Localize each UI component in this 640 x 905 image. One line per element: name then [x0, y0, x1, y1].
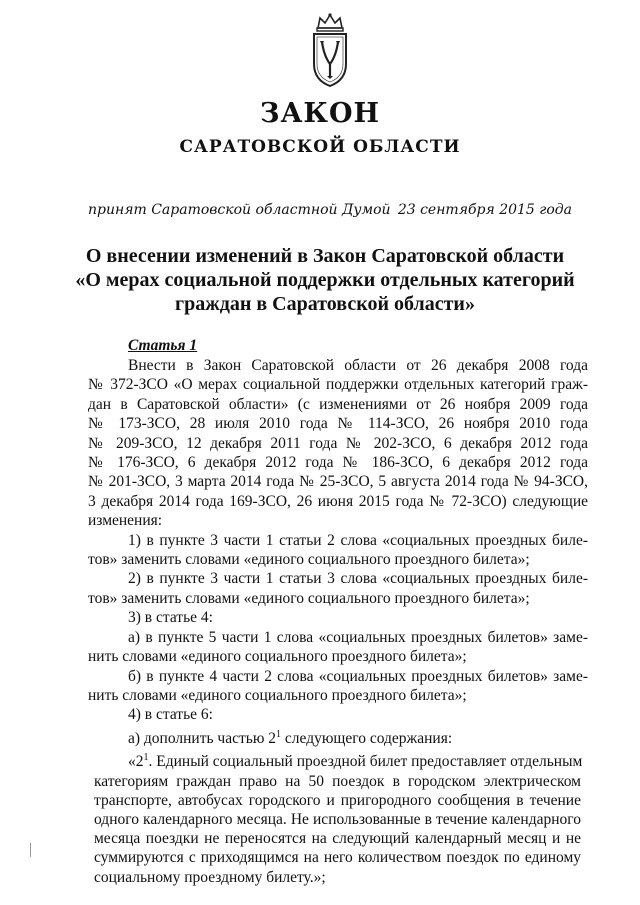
text-line: категориям граждан право на 50 поездок в городском электрическом	[94, 772, 581, 790]
text-line: одного календарного месяца. Не использованные в течение календарного	[94, 811, 581, 829]
text-line: транспорте, автобусах городского и пригородного сообщения в течение	[94, 791, 581, 809]
article-intro	[88, 356, 588, 531]
text-line: месяца поездки не переносятся на следующий календарный месяц и не	[94, 830, 581, 848]
text-line: 1) в пункте 3 части 1 статьи 2 слова «социальных проездных биле-	[128, 531, 588, 549]
add-part-text: а) дополнить частью 2	[128, 729, 277, 747]
adopted-by: принят Саратовской областной Думой	[88, 202, 391, 218]
saratov-coat-of-arms-icon	[300, 12, 360, 90]
text-line: суммируются с приходящимся на него количеством поездок по единому	[94, 849, 581, 867]
text-line: № 372-ЗСО «О мерах социальной поддержки отдельных категорий граж-	[88, 376, 588, 394]
text-line	[94, 748, 581, 771]
article-items	[88, 531, 588, 749]
text-line: № 176-ЗСО, 6 декабря 2012 года № 186-ЗСО, 6 декабря 2012 года	[88, 454, 588, 472]
text-line: 3) в статье 4:	[128, 609, 213, 627]
text-line: тов» заменить словами «единого социального проездного билета»;	[88, 551, 530, 569]
text-line: б) в пункте 4 части 2 слова «социальных проездных билетов» заме-	[128, 667, 588, 685]
text-line: нить словами «единого социального проездного билета»;	[88, 686, 467, 704]
text-line: 3 декабря 2014 года 169-ЗСО, 26 июня 2015 года № 72-ЗСО) следующие	[88, 492, 588, 510]
document-title: ЗАКОН	[259, 98, 381, 129]
text-line: тов» заменить словами «единого социального проездного билета»;	[88, 589, 530, 607]
law-title-line: «О мерах социальной поддержки отдельных категорий	[75, 269, 575, 291]
text-line: а) в пункте 5 части 1 слова «социальных проездных билетов» заме-	[128, 628, 588, 646]
text-line: социальному проездному билету.»;	[94, 868, 326, 886]
text-line: № 201-ЗСО, 3 марта 2014 года № 25-ЗСО, 5 августа 2014 года № 94-ЗСО,	[88, 473, 588, 491]
text-line: № 173-ЗСО, 28 июля 2010 года № 114-ЗСО, 26 ноября 2010 года	[88, 415, 588, 433]
text-line: дан в Саратовской области» (с изменениями от 26 ноября 2009 года	[88, 395, 588, 413]
law-title	[60, 244, 590, 316]
margin-mark	[30, 843, 31, 857]
article-heading: Статья 1	[128, 337, 198, 354]
quoted-part	[94, 748, 581, 887]
text-line: Внести в Закон Саратовской области от 26 декабря 2008 года	[128, 357, 588, 374]
text-line: 4) в статье 6:	[128, 706, 213, 724]
document-subtitle: САРАТОВСКОЙ ОБЛАСТИ	[179, 137, 461, 157]
law-title-line: О внесении изменений в Закон Саратовской области	[85, 245, 565, 267]
text-line	[88, 725, 588, 749]
text-line: 2) в пункте 3 части 1 статьи 3 слова «социальных проездных биле-	[128, 570, 588, 588]
text-line: нить словами «единого социального проездного билета»;	[88, 648, 467, 666]
add-part-sup: 1	[276, 728, 282, 740]
text-line: № 209-ЗСО, 12 декабря 2011 года № 202-ЗСО, 6 декабря 2012 года	[88, 434, 588, 452]
quote-open: «2	[128, 753, 144, 771]
add-part-rest: следующего содержания:	[281, 729, 453, 747]
quote-first-rest: . Единый социальный проездной билет предоставляет отдельным	[148, 753, 583, 771]
quote-sup: 1	[143, 752, 149, 764]
law-title-line: граждан в Саратовской области»	[175, 293, 475, 315]
text-line: изменения:	[88, 512, 163, 530]
adopted-date: 23 сентября 2015 года	[397, 202, 572, 218]
article-body	[88, 336, 588, 887]
